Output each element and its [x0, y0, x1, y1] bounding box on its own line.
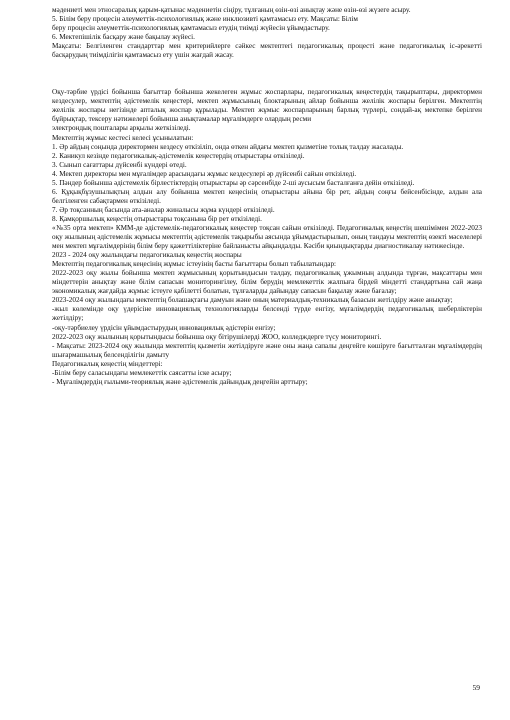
paragraph: беру процесін әлеуметтік-психологиялық қамтамасыз етудің тиімді жүйесін ұйымдастыру. — [52, 24, 330, 33]
list-item: -Білім беру саласындағы мемлекеттік саясатты іске асыру; — [52, 368, 232, 377]
list-item: 5. Пәндер бойынша әдістемелік бірлестіктердің отырыстары әр сәрсенбіде 2-ші аусысым басталғанға дейін өткізіледі. — [52, 178, 415, 187]
list-item: - Мұғалімдердің ғылыми-теориялық және әдістемелік дайындық деңгейін арттыру; — [52, 377, 308, 386]
paragraph: мәдениеті мен этносаралық қарым-қатынас мәдениетін сіңіру, тұлғаның өзін-өзі анықтау және өзін-өзі жүзеге асыру. — [52, 6, 411, 14]
page-number: 59 — [472, 683, 480, 692]
paragraph: 6. Мектепішілік басқару және бақылау жүйесі. — [52, 33, 195, 42]
list-item: 1. Әр айдың соңында директормен кездесу өткізіліп, онда өткен айдағы мектеп қызметіне толық талдау жасалады. — [52, 142, 404, 151]
paragraph: -жыл көлемінде оқу үдерісіне инновациялық технологияларды белсенді түрде енгізу, мұғалімдердің педагогикалық шеберліктерін жетілдіру; — [52, 305, 482, 323]
section-heading: Педагогикалық кеңестің міндеттері: — [52, 359, 163, 368]
paragraph: 2022-2023 оқу жылының қорытындысы бойынша оқу бітірушілерді ЖОО, колледждерге түсу мониторингі. — [52, 332, 382, 341]
paragraph: 2023-2024 оқу жылындағы мектептің болашақтағы дамуын және оның материалдық-техникалық базасын жетілдіру және анықтау; — [52, 296, 453, 305]
section-heading: 2023 - 2024 оқу жылындағы педагогикалық кеңестің жоспары — [52, 251, 242, 260]
paragraph: электрондық пошталары арқылы жеткізіледі. — [52, 124, 191, 133]
list-item: 8. Қамқоршылық кеңестің отырыстары тоқсанына бір рет өткізіледі. — [52, 214, 262, 223]
paragraph: «№35 орта мектеп» КММ-де әдістемелік-педагогикалық кеңестер тоқсан сайын өткізіледі. Педагогикалық кеңестің шешімімен 2022-2023 оқу жылының әдістемелік жұмысы мектептің әдістемелік тақырыбы аясында ұйымдастырылып, оның тандауы мектептің өзекті мәселелері мен мектеп мұғалімдерінің білім беру қажеттіліктеріне байланысты айқындалды. Кәсіби қиындықтарды диагностикалау нәтижесінде. — [52, 223, 482, 251]
paragraph: - Мақсаты: 2023-2024 оқу жылында мектептің қызметін жетілдіруге және оны жаңа сапалы деңгейге көшіруге бағытталған мұғалімдердің шығармашылық белсенділігін дамыту — [52, 341, 482, 359]
list-item: 6. Құқықбұзушылықтың алдын алу бойынша мектеп кеңесінің отырыстары айына бір рет, айдың соңғы бейсенбісінде, алдын ала белгіленген сабақтармен өткізіледі. — [52, 187, 482, 205]
paragraph: Мектептің жұмыс кестесі келесі ұсынылатын: — [52, 133, 194, 142]
list-item: 3. Сынып сағаттары дүйсенбі күндері өтеді. — [52, 160, 187, 169]
list-item: 4. Мектеп директоры мен мұғалімдер арасындағы жұмыс кездесулері әр дүйсенбі сайын өткізіледі. — [52, 169, 357, 178]
paragraph-spacer — [52, 60, 482, 88]
paragraph: 2022-2023 оқу жылы бойынша мектеп жұмысының қорытындысын талдау, педагогикалық ұжымның алдында тұрған, мақсаттары мен міндеттерін анықтау және білім сапасын мониторингілеу, білім берудің мемлекеттік жалпыға бірдей міндетті стандартына сай жаңа экономикалық жағдайда жұмыс істеуге қабілетті болатын, тұлғаларды дайындау сапасын бақылау және бағалау; — [52, 269, 482, 296]
paragraph: -оқу-тәрбиелеу үрдісін ұйымдастырудың инновациялық әдістерін енгізу; — [52, 323, 276, 332]
list-item: 2. Каникул кезінде педагогикалық-әдістемелік кеңестердің отырыстары өткізіледі. — [52, 151, 305, 160]
paragraph: Мақсаты: Белгіленген стандарттар мен критерийлерге сәйкес мектептегі педагогикалық процесті және педагогикалық іс-әрекетті басқарудың тиімділігін қамтамасыз ету үшін жағдай жасау. — [52, 42, 482, 60]
paragraph: Мектептің педагогикалық кеңесінің жұмыс істеуінің басты бағыттары болып табылатындар: — [52, 260, 337, 269]
document-body — [52, 6, 482, 387]
list-item: 7. Әр тоқсанның басында ата-аналар жиналысы жұма күндері өткізіледі. — [52, 205, 275, 214]
paragraph: 5. Білім беру процесін әлеуметтік-психологиялық және инклюзивті қамтамасыз ету. Мақсаты: Білім — [52, 15, 358, 24]
paragraph: Оқу-тәрбие үрдісі бойынша бағыттар бойынша жекелеген жұмыс жоспарлары, педагогикалық кеңестердің тақырыптары, директормен кездесулер, мектептің әдістемелік кеңестері, мектеп жұмысының блоктарының айлар бойынша желілік жоспары берілген. Мектептің желілік жоспары негізінде апталық жоспар құрылады. Мектеп жұмыс жоспарларының барлық түрлері, сондай-ақ мектепке берілген бұйрықтар, тексеру нәтижелері бойынша анықтамалар мұғалімдерге олардың ресми — [52, 88, 482, 124]
